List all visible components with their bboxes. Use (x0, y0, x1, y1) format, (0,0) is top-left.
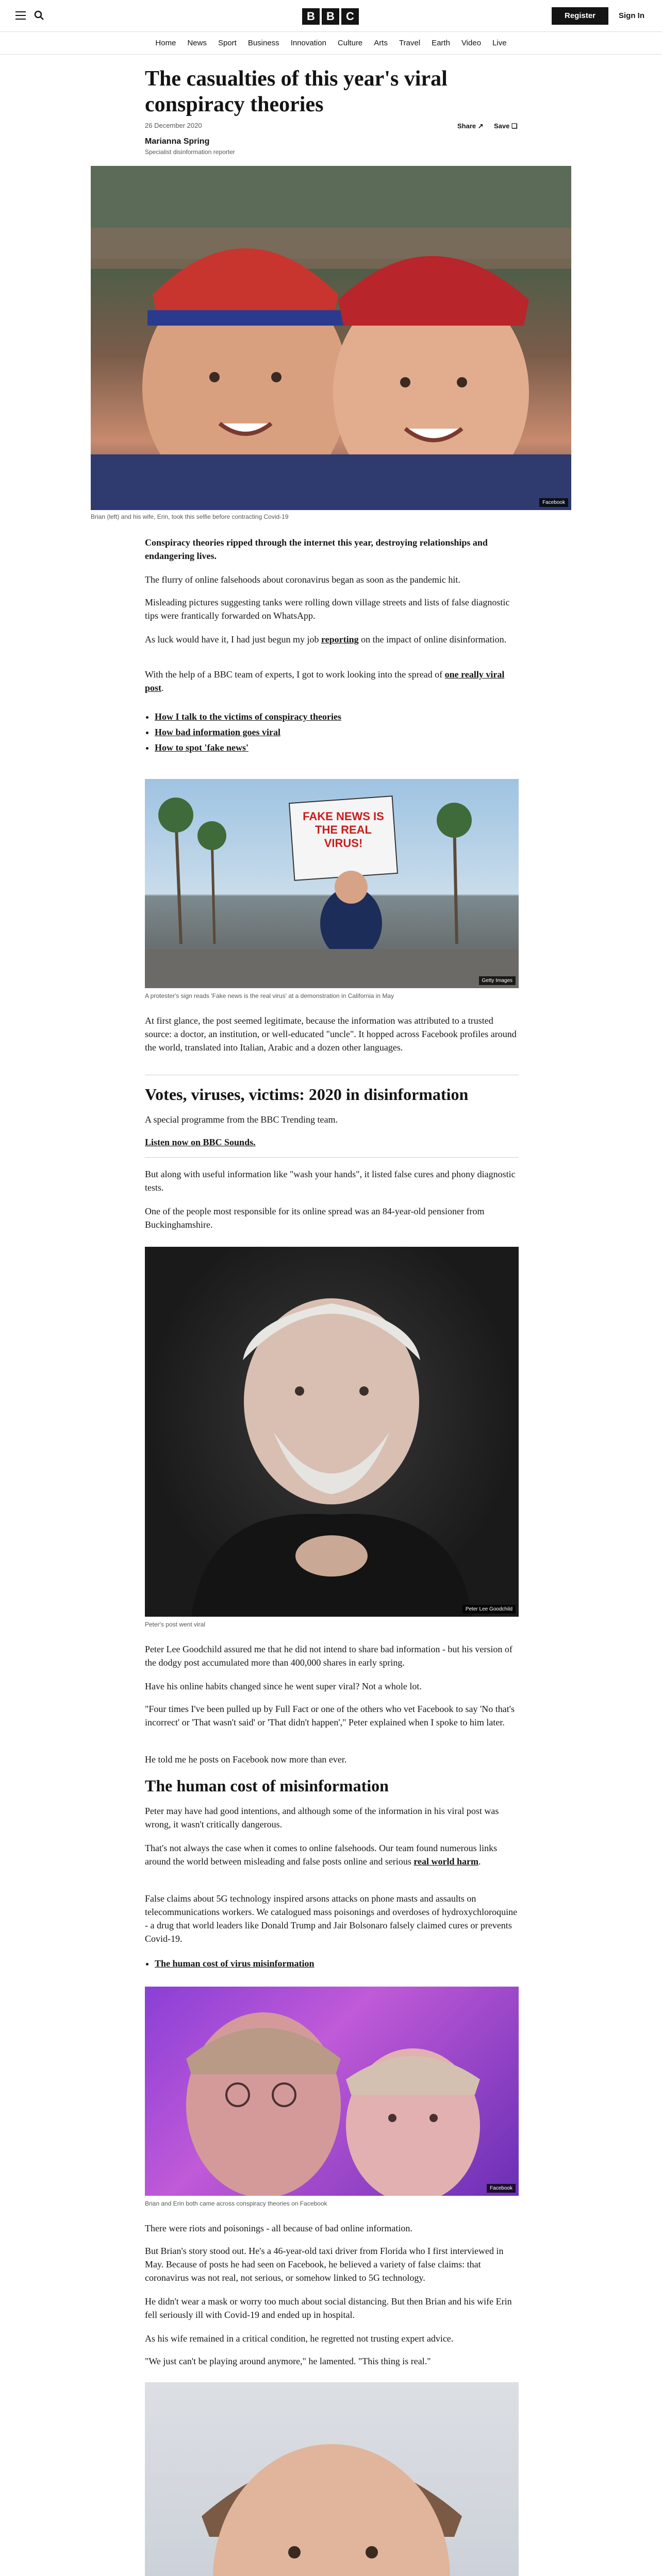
text: As luck would have it, I had just begun my job (145, 634, 321, 645)
menu-icon[interactable] (15, 11, 26, 20)
section-heading: The human cost of misinformation (145, 1776, 389, 1795)
paragraph (145, 1841, 519, 1868)
paragraph (145, 633, 519, 646)
paragraph: Peter may have had good intentions, and although some of the information in his viral post was wrong, it wasn't critically dangerous. (145, 1806, 499, 1829)
image-caption: Peter's post went viral (145, 1621, 206, 1628)
register-button[interactable]: Register (552, 7, 608, 25)
text: That's not always the case when it comes to online falsehoods. Our team found numerous links around the world between misleading and false posts online and serious (145, 1843, 498, 1867)
signin-link[interactable]: Sign In (619, 11, 644, 20)
bbc-logo[interactable] (302, 8, 359, 25)
protest-image (145, 779, 519, 988)
image-caption: A protester's sign reads 'Fake news is the real virus' at a demonstration in California in May (145, 992, 394, 999)
nav-item-innovation[interactable]: Innovation (290, 39, 326, 47)
text: . (161, 683, 164, 693)
promo-heading: Votes, viruses, victims: 2020 in disinformation (145, 1085, 469, 1104)
logo-letter: C (341, 8, 359, 25)
paragraph: "We just can't be playing around anymore," he lamented. "This thing is real." (145, 2356, 431, 2366)
nav-item-sport[interactable]: Sport (218, 39, 237, 47)
nav-item-video[interactable]: Video (461, 39, 482, 47)
nav-item-arts[interactable]: Arts (374, 39, 388, 47)
paragraph: Peter Lee Goodchild assured me that he did not intend to share bad information - but his version of the dodgy post accumulated more than 400,000 shares in early spring. (145, 1644, 512, 1668)
page-title: The casualties of this year's viral conspiracy theories (145, 67, 448, 116)
paragraph: He didn't wear a mask or worry too much about social distancing. But then Brian and his wife Erin fell seriously ill with Covid-19 and ended up in hospital. (145, 2296, 512, 2320)
related-links (155, 1956, 516, 1971)
logo-letter: B (302, 8, 320, 25)
promo-text: A special programme from the BBC Trending team. (145, 1114, 338, 1125)
divider (145, 1157, 519, 1158)
text: . (478, 1856, 481, 1867)
hero-image (91, 166, 571, 510)
top-bar (0, 0, 662, 32)
nav-item-business[interactable]: Business (247, 39, 279, 47)
intro-paragraph: Conspiracy theories ripped through the internet this year, destroying relationships and endangering lives. (145, 537, 488, 561)
image-credit: Facebook (539, 498, 568, 507)
paragraph: False claims about 5G technology inspired arsons attacks on phone masts and assaults on telecommunications workers. We catalogued mass poisonings and overdoses of hydroxychloroquine - a drug that world leaders like Donald Trump and Jair Bolsonaro falsely claimed cures or prevents Covid-19. (145, 1893, 518, 1944)
share-icon: ↗ (477, 122, 484, 130)
portrait-image (145, 1247, 519, 1617)
bookmark-icon: ❏ (511, 122, 518, 130)
hospital-illustration (145, 2382, 519, 2576)
save-label: Save (494, 122, 510, 130)
nav-item-news[interactable]: News (187, 39, 207, 47)
text: on the impact of online disinformation. (358, 634, 507, 645)
real-world-harm-link[interactable]: real world harm (413, 1856, 479, 1867)
related-link[interactable]: • How bad information goes viral (155, 724, 516, 740)
nav-item-travel[interactable]: Travel (399, 39, 421, 47)
nav-item-culture[interactable]: Culture (337, 39, 363, 47)
viral-post-link[interactable]: one really viral post (145, 669, 505, 693)
image-caption: Brian (left) and his wife, Erin, took this selfie before contracting Covid-19 (91, 513, 289, 520)
nav-item-home[interactable]: Home (155, 39, 176, 47)
related-link[interactable]: • How I talk to the victims of conspiracy theories (155, 709, 516, 724)
search-icon[interactable] (34, 10, 44, 21)
paragraph: The flurry of online falsehoods about coronavirus began as soon as the pandemic hit. (145, 574, 460, 585)
share-button[interactable] (457, 122, 484, 130)
related-link[interactable]: • The human cost of virus misinformation (155, 1956, 516, 1971)
text: With the help of a BBC team of experts, I got to work looking into the spread of (145, 669, 445, 680)
image-caption: Brian and Erin both came across conspiracy theories on Facebook (145, 2200, 327, 2207)
nav-item-live[interactable]: Live (492, 39, 507, 47)
reporting-link[interactable]: reporting (321, 634, 359, 645)
nav-item-earth[interactable]: Earth (432, 39, 450, 47)
image-credit: Peter Lee Goodchild (462, 1605, 516, 1614)
author-name: Marianna Spring (145, 137, 210, 146)
protest-sign-text: FAKE NEWS IS THE REAL VIRUS! (303, 810, 384, 850)
selfie-illustration (91, 166, 571, 510)
paragraph: But along with useful information like "wash your hands", it listed false cures and phony diagnostic tests. (145, 1169, 516, 1193)
save-button[interactable] (494, 122, 518, 130)
listen-link[interactable]: Listen now on BBC Sounds. (145, 1137, 256, 1147)
main-nav (0, 32, 662, 55)
hospital-image (145, 2382, 519, 2576)
paragraph: He told me he posts on Facebook now more than ever. (145, 1754, 347, 1765)
paragraph: Have his online habits changed since he went super viral? Not a whole lot. (145, 1681, 422, 1691)
paragraph: At first glance, the post seemed legitimate, because the information was attributed to a trusted source: a doctor, an institution, or well-educated "uncle". It hopped across Facebook profiles around the world, translated into Italian, Arabic and a dozen other languages. (145, 1015, 517, 1053)
related-link[interactable]: • How to spot 'fake news' (155, 740, 516, 755)
image-credit: Getty Images (479, 976, 516, 985)
share-label: Share (457, 122, 476, 130)
portrait-illustration (145, 1247, 519, 1617)
paragraph: But Brian's story stood out. He's a 46-year-old taxi driver from Florida who I first interviewed in May. Because of posts he had seen on Facebook, he believed a variety of false claims: that coronavirus was not real, not serious, or somehow linked to 5G technology. (145, 2246, 504, 2283)
image-credit: Facebook (487, 2184, 516, 2193)
related-links (155, 709, 516, 755)
paragraph: One of the people most responsible for its online spread was an 84-year-old pensioner from Buckinghamshire. (145, 1206, 485, 1230)
couple-illustration (145, 1987, 519, 2196)
logo-letter: B (322, 8, 339, 25)
author-role: Specialist disinformation reporter (145, 148, 235, 156)
paragraph: Misleading pictures suggesting tanks were rolling down village streets and lists of false diagnostic tips were frantically forwarded on WhatsApp. (145, 597, 510, 621)
paragraph: There were riots and poisonings - all because of bad online information. (145, 2223, 412, 2233)
paragraph (145, 668, 519, 694)
paragraph: "Four times I've been pulled up by Full Fact or one of the others who vet Facebook to say 'No that's incorrect' or 'That wasn't said' or 'That didn't happen'," Peter explained when I spoke to him later. (145, 1704, 515, 1727)
paragraph: As his wife remained in a critical condition, he regretted not trusting expert advice. (145, 2333, 454, 2344)
couple-image (145, 1987, 519, 2196)
article-date: 26 December 2020 (145, 122, 202, 129)
